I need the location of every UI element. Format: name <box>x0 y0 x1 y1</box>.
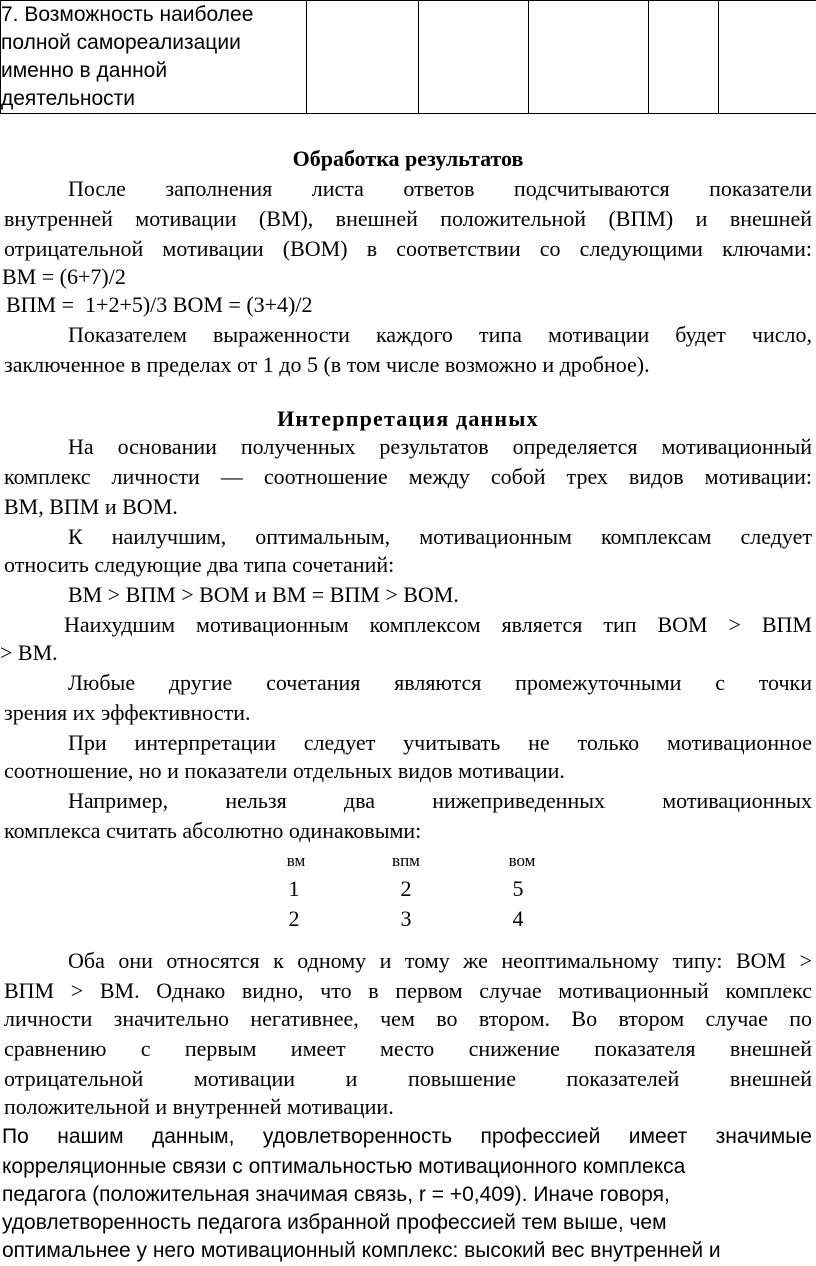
paragraph-line: отрицательной мотивации и повышение показателей внешней <box>4 1066 812 1091</box>
paragraph-line: > ВМ. <box>0 640 58 665</box>
paragraph-line: соотношение, но и показатели отдельных видов мотивации. <box>4 758 565 783</box>
empty-cell <box>649 1 719 114</box>
column-header-vm: вм <box>286 851 306 870</box>
table-row <box>1 1 816 114</box>
table-cell: 2 <box>400 876 412 901</box>
paragraph-line: внутренней мотивации (ВМ), внешней положительной (ВПМ) и внешней <box>4 206 812 231</box>
paragraph-line: ВПМ > ВМ. Однако видно, что в первом случае мотивационный комплекс <box>4 978 812 1003</box>
column-header-vom: вом <box>508 851 536 870</box>
formula-vpm-vom: ВПМ = 1+2+5)/3 ВОМ = (3+4)/2 <box>6 292 313 317</box>
section-heading-interpretation: Интерпретация данных <box>277 406 539 431</box>
paragraph-line: удовлетворенность педагога избранной профессией тем выше, чем <box>2 1211 667 1234</box>
paragraph-line: комплекс личности — соотношение между собой трех видов мотивации: <box>4 464 812 489</box>
criterion-cell <box>1 1 307 114</box>
paragraph-line: положительной и внутренней мотивации. <box>4 1094 394 1119</box>
formula-vm: ВМ = (6+7)/2 <box>2 264 126 289</box>
paragraph-line: Оба они относятся к одному и тому же неоптимальному типу: ВОМ > <box>68 948 812 973</box>
paragraph-line: Показателем выраженности каждого типа мотивации будет число, <box>68 322 812 347</box>
paragraph-line: ВМ, ВПМ и ВОМ. <box>4 494 178 519</box>
paragraph-line: После заполнения листа ответов подсчитываются показатели <box>68 176 812 201</box>
paragraph-line: корреляционные связи с оптимальностью мотивационного комплекса <box>2 1155 686 1178</box>
paragraph-line: При интерпретации следует учитывать не только мотивационное <box>68 730 812 755</box>
column-header-vpm: впм <box>392 851 420 870</box>
criterion-line: именно в данной <box>1 59 168 82</box>
paragraph-line: зрения их эффективности. <box>4 700 251 725</box>
empty-cell <box>719 1 816 114</box>
empty-cell <box>419 1 529 114</box>
table-cell: 3 <box>400 906 412 931</box>
paragraph-line: педагога (положительная значимая связь, r = +0,409). Иначе говоря, <box>2 1183 670 1206</box>
criterion-line: 7. Возможность наиболее <box>1 3 254 26</box>
empty-cell <box>307 1 419 114</box>
paragraph-line: На основании полученных результатов определяется мотивационный <box>68 434 812 459</box>
table-cell: 1 <box>288 876 300 901</box>
paragraph-line: ВМ > ВПМ > ВОМ и ВМ = ВПМ > ВОМ. <box>68 582 459 607</box>
criterion-line: деятельности <box>1 87 135 110</box>
paragraph-line: Наихудшим мотивационным комплексом является тип ВОМ > ВПМ <box>64 612 812 637</box>
section-heading-processing: Обработка результатов <box>292 146 524 171</box>
criteria-table <box>0 0 816 114</box>
paragraph-line: сравнению с первым имеет место снижение показателя внешней <box>4 1036 812 1061</box>
paragraph-line: Например, нельзя два нижеприведенных мотивационных <box>68 788 812 813</box>
paragraph-line: оптимальнее у него мотивационный комплекс: высокий вес внутренней и <box>2 1239 721 1262</box>
table-cell: 5 <box>512 876 524 901</box>
paragraph-line: личности значительно негативнее, чем во втором. Во втором случае по <box>4 1006 812 1031</box>
paragraph-line: комплекса считать абсолютно одинаковыми: <box>4 818 422 843</box>
paragraph-line: отрицательной мотивации (ВОМ) в соответствии со следующими ключами: <box>4 236 812 261</box>
paragraph-line: К наилучшим, оптимальным, мотивационным комплексам следует <box>68 524 812 549</box>
table-cell: 2 <box>288 906 300 931</box>
paragraph-line: относить следующие два типа сочетаний: <box>4 552 395 577</box>
paragraph-line: заключенное в пределах от 1 до 5 (в том числе возможно и дробное). <box>4 352 650 377</box>
criterion-line: полной самореализации <box>1 31 241 54</box>
paragraph-line: По нашим данным, удовлетворенность профессией имеет значимые <box>2 1125 812 1148</box>
empty-cell <box>529 1 649 114</box>
table-cell: 4 <box>512 906 524 931</box>
paragraph-line: Любые другие сочетания являются промежуточными с точки <box>68 670 812 695</box>
